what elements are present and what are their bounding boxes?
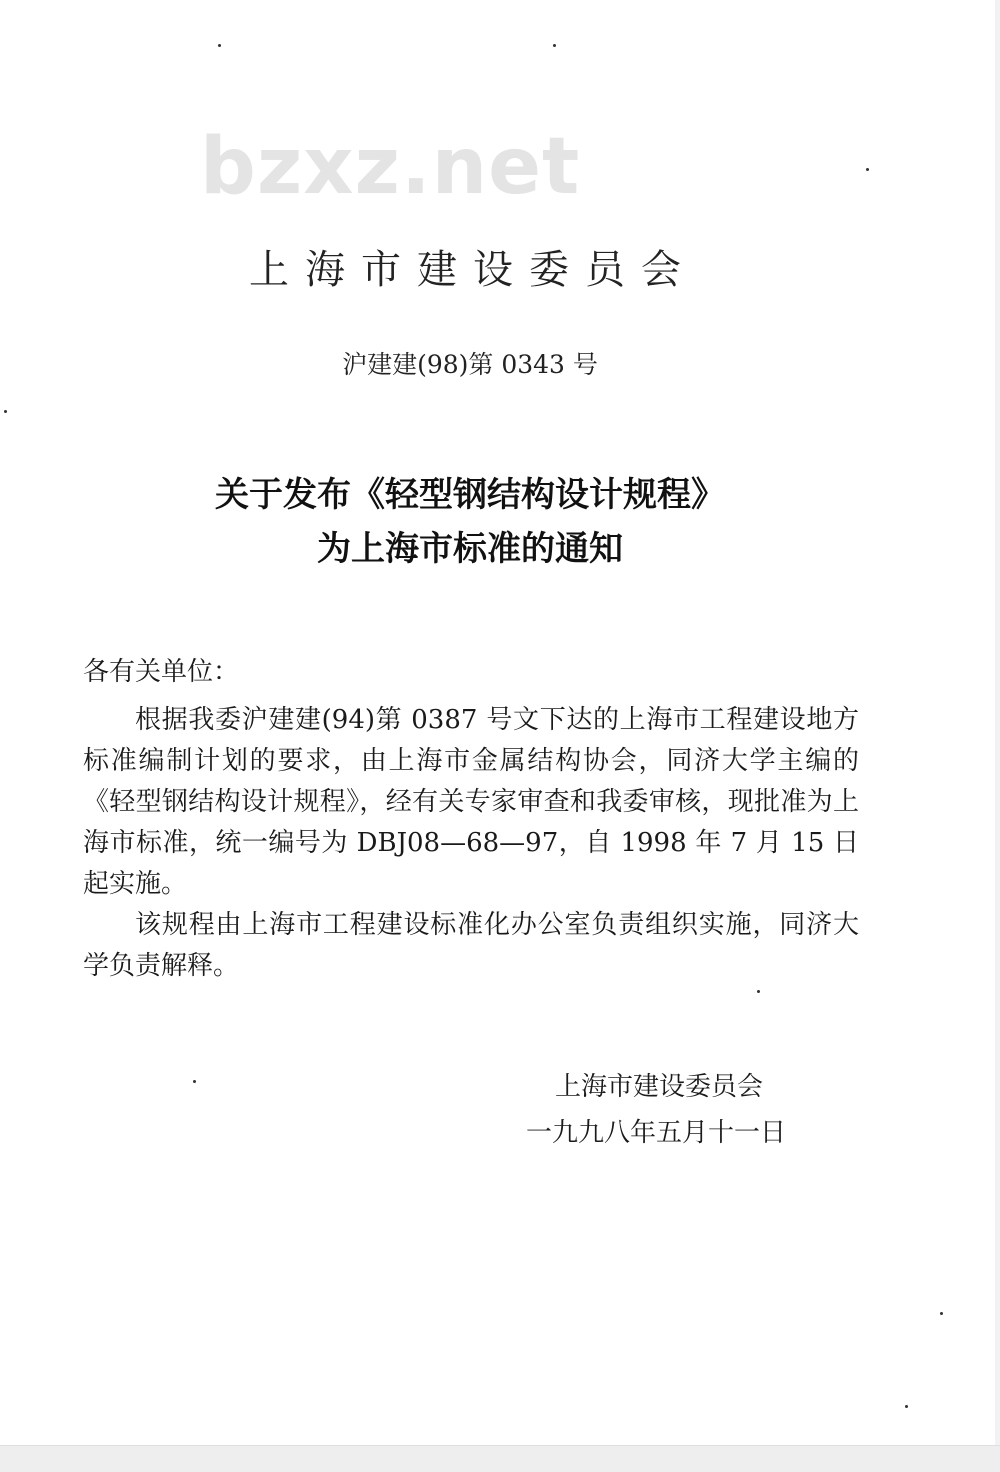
scan-speck: [553, 44, 556, 47]
scan-speck: [940, 1312, 943, 1315]
watermark: bzxz.net: [200, 122, 581, 212]
notice-title-line-2: 为上海市标准的通知: [317, 529, 623, 569]
issuer-heading: 上海市建设委员会: [249, 247, 697, 293]
body-paragraph: 根据我委沪建建(94)第 0387 号文下达的上海市工程建设地方标准编制计划的要求，由上海市金属结构协会，同济大学主编的《轻型钢结构设计规程》，经有关专家审查和我委审核，现批准为上海市标准，统一编号为 DBJ08—68—97，自 1998 年 7 月 15 日起实施。: [83, 705, 859, 899]
issue-date: 一九九八年五月十一日: [526, 1118, 787, 1148]
document-number: 沪建建(98)第 0343 号: [342, 350, 598, 379]
scan-speck: [905, 1405, 908, 1408]
scan-speck: [757, 990, 760, 993]
notice-title-line-1: 关于发布《轻型钢结构设计规程》: [215, 475, 725, 515]
scan-speck: [866, 168, 869, 171]
body-paragraph: 该规程由上海市工程建设标准化办公室负责组织实施，同济大学负责解释。: [83, 910, 859, 981]
scan-edge: [995, 0, 1000, 1446]
scan-speck: [4, 410, 7, 413]
scan-speck: [193, 1080, 196, 1083]
scan-speck: [218, 44, 221, 47]
signature: 上海市建设委员会: [555, 1072, 764, 1102]
page-bottom-band: [0, 1445, 1000, 1472]
salutation: 各有关单位：: [83, 657, 240, 687]
notice-body: [83, 700, 859, 987]
